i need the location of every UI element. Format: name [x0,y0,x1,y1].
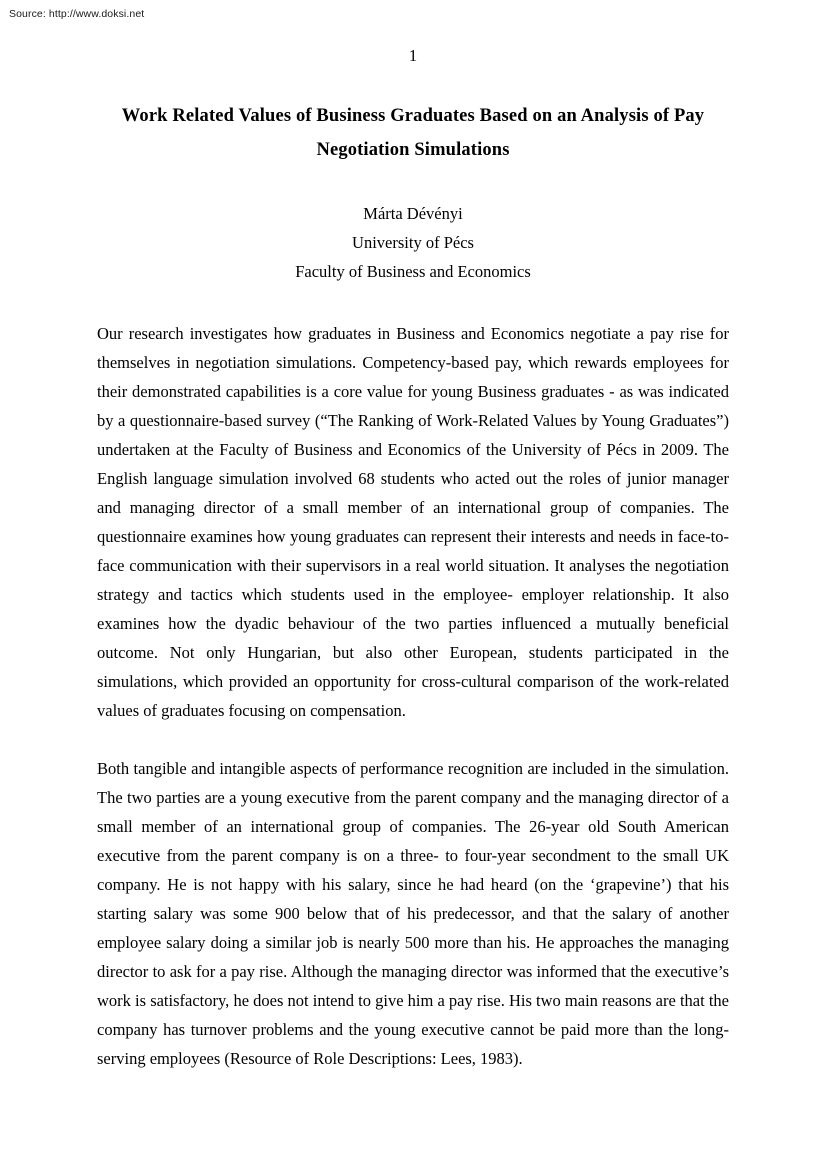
affiliation-university: University of Pécs [352,233,474,252]
body-paragraph: Our research investigates how graduates in Business and Economics negotiate a pay rise for themselves in negotiation simulations. Competency-based pay, which rewards employees for their demonstrated capabilities is a core value for young Business graduates - as was indicated by a questionnaire-based survey (“The Ranking of Work-Related Values by Young Graduates”) undertaken at the Faculty of Business and Economics of the University of Pécs in 2009. The English language simulation involved 68 students who acted out the roles of junior manager and managing director of a small member of an international group of companies. The questionnaire examines how young graduates can represent their interests and needs in face-to-face communication with their supervisors in a real world situation. It analyses the negotiation strategy and tactics which students used in the employee- employer relationship. It also examines how the dyadic behaviour of the two parties influenced a mutually beneficial outcome. Not only Hungarian, but also other European, students participated in the simulations, which provided an opportunity for cross-cultural comparison of the work-related values of graduates focusing on compensation. [97,324,729,720]
source-watermark: Source: http://www.doksi.net [9,8,145,20]
body-paragraph: Both tangible and intangible aspects of performance recognition are included in the simulation. The two parties are a young executive from the parent company and the managing director of a small member of an international group of companies. The 26-year old South American executive from the parent company is on a three- to four-year secondment to the small UK company. He is not happy with his salary, since he had heard (on the ‘grapevine’) that his starting salary was some 900 below that of his predecessor, and that the salary of another employee salary doing a similar job is nearly 500 more than his. He approaches the managing director to ask for a pay rise. Although the managing director was informed that the executive’s work is satisfactory, he does not intend to give him a pay rise. His two main reasons are that the company has turnover problems and the young executive cannot be paid more than the long-serving employees (Resource of Role Descriptions: Lees, 1983). [97,759,729,1068]
author-name: Márta Dévényi [363,204,463,223]
author-block [97,199,729,286]
page-content-column [97,0,729,1073]
affiliation-faculty: Faculty of Business and Economics [295,262,531,281]
paragraph-spacer [97,725,729,754]
page-number: 1 [408,46,418,65]
page-title: Work Related Values of Business Graduates Based on an Analysis of Pay Negotiation Simulations [121,106,705,160]
